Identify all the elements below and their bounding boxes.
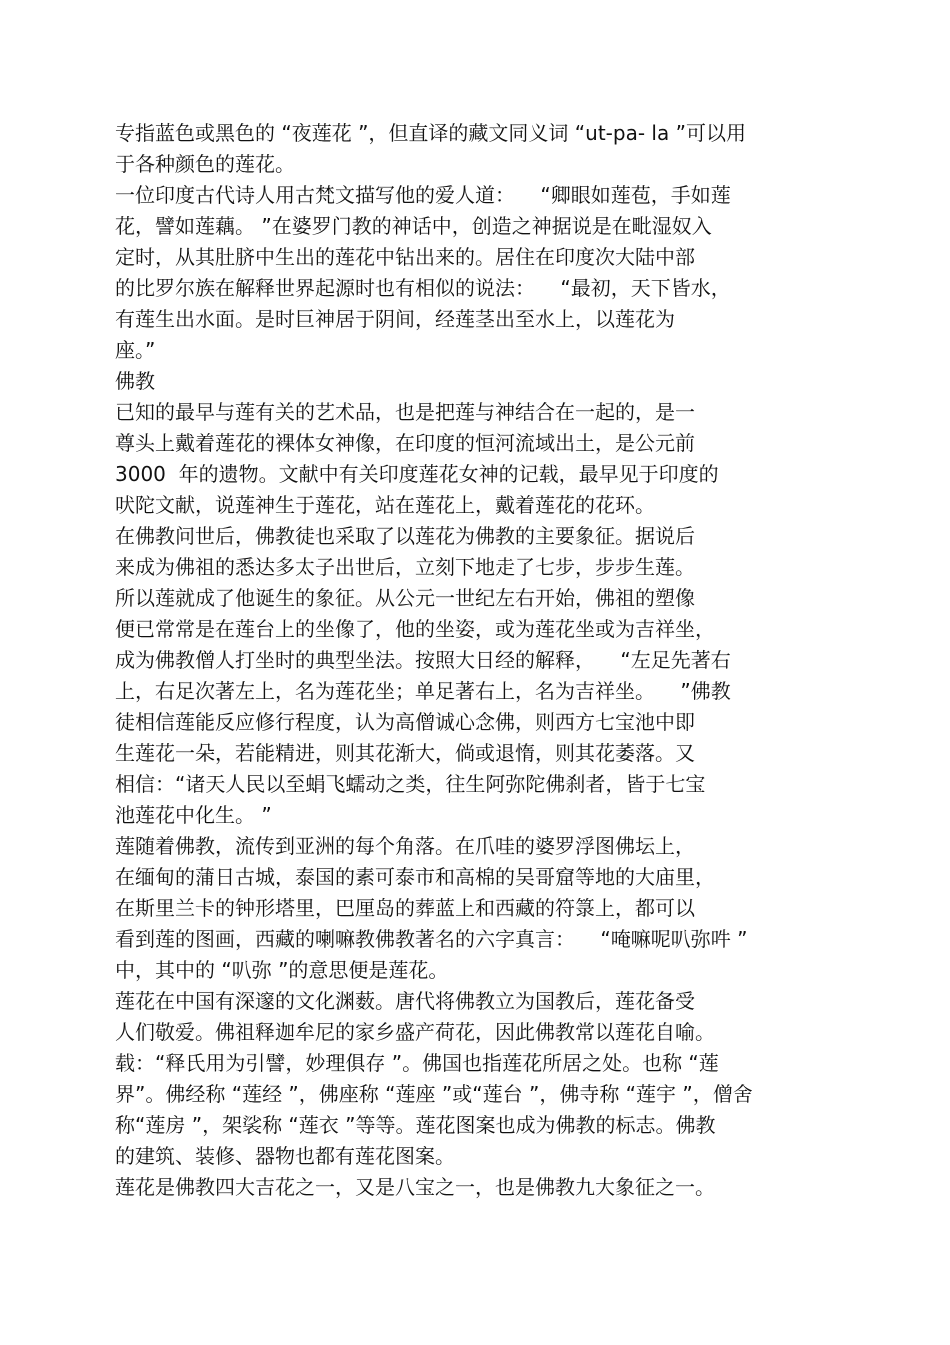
text-line: 吠陀文献，说莲神生于莲花，站在莲花上，戴着莲花的花环。 — [115, 493, 655, 517]
text-line: 所以莲就成了他诞生的象征。从公元一世纪左右开始，佛祖的塑像 — [115, 586, 695, 610]
text-line: 的比罗尔族在解释世界起源时也有相似的说法： “最初，天下皆水， — [115, 276, 731, 300]
text-line: 生莲花一朵，若能精进，则其花渐大，倘或退惰，则其花萎落。又 — [115, 741, 695, 765]
text-line: 在佛教问世后，佛教徒也采取了以莲花为佛教的主要象征。据说后 — [115, 524, 695, 548]
text-line: 花，譬如莲藕。 ”在婆罗门教的神话中，创造之神据说是在毗湿奴入 — [115, 214, 712, 238]
text-line: 尊头上戴着莲花的裸体女神像，在印度的恒河流域出土，是公元前 — [115, 431, 695, 455]
text-line: 座。” — [115, 338, 156, 362]
text-line: 莲随着佛教，流传到亚洲的每个角落。在爪哇的婆罗浮图佛坛上， — [115, 834, 695, 858]
text-line: 在斯里兰卡的钟形塔里，巴厘岛的葬蓝上和西藏的符箓上，都可以 — [115, 896, 695, 920]
text-line: 一位印度古代诗人用古梵文描写他的爱人道： “卿眼如莲苞，手如莲 — [115, 183, 731, 207]
text-line: 莲花在中国有深邃的文化渊薮。唐代将佛教立为国教后，莲花备受 — [115, 989, 695, 1013]
text-line: 来成为佛祖的悉达多太子出世后，立刻下地走了七步，步步生莲。 — [115, 555, 695, 579]
text-line: 莲花是佛教四大吉花之一，又是八宝之一，也是佛教九大象征之一。 — [115, 1175, 715, 1199]
text-line: 上，右足次著左上，名为莲花坐；单足著右上，名为吉祥坐。 ”佛教 — [115, 679, 731, 703]
text-line: 徒相信莲能反应修行程度，认为高僧诚心念佛，则西方七宝池中即 — [115, 710, 695, 734]
text-line: 看到莲的图画，西藏的喇嘛教佛教著名的六字真言： “唵嘛呢叭弥吽 ” — [115, 927, 748, 951]
text-line: 在缅甸的蒲日古城，泰国的素可泰市和高棉的吴哥窟等地的大庙里， — [115, 865, 715, 889]
text-line: 的建筑、装修、器物也都有莲花图案。 — [115, 1144, 455, 1168]
document-body — [115, 118, 835, 1203]
section-heading: 佛教 — [115, 369, 155, 393]
text-line: 3000 年的遗物。文献中有关印度莲花女神的记载，最早见于印度的 — [115, 462, 719, 486]
text-line: 相信：“诸天人民以至蜎飞蠕动之类，往生阿弥陀佛刹者，皆于七宝 — [115, 772, 706, 796]
text-line: 便已常常是在莲台上的坐像了，他的坐姿，或为莲花坐或为吉祥坐， — [115, 617, 715, 641]
text-line: 定时，从其肚脐中生出的莲花中钻出来的。居住在印度次大陆中部 — [115, 245, 695, 269]
text-line: 人们敬爱。佛祖释迦牟尼的家乡盛产荷花，因此佛教常以莲花自喻。 — [115, 1020, 715, 1044]
text-line: 中，其中的 “叭弥 ”的意思便是莲花。 — [115, 958, 449, 982]
text-line: 专指蓝色或黑色的 “夜莲花 ”，但直译的藏文同义词 “ut-pa- la ”可以用 — [115, 121, 746, 145]
text-line: 池莲花中化生。 ” — [115, 803, 272, 827]
text-line: 成为佛教僧人打坐时的典型坐法。按照大日经的解释， “左足先著右 — [115, 648, 731, 672]
text-line: 称“莲房 ”，架裟称 “莲衣 ”等等。莲花图案也成为佛教的标志。佛教 — [115, 1113, 716, 1137]
text-line: 于各种颜色的莲花。 — [115, 152, 295, 176]
text-line: 有莲生出水面。是时巨神居于阴间，经莲茎出至水上，以莲花为 — [115, 307, 675, 331]
text-line: 已知的最早与莲有关的艺术品，也是把莲与神结合在一起的，是一 — [115, 400, 695, 424]
text-line: 界”。佛经称 “莲经 ”，佛座称 “莲座 ”或“莲台 ”，佛寺称 “莲宇 ”，僧舍 — [115, 1082, 753, 1106]
text-line: 载：“释氏用为引譬，妙理俱存 ”。佛国也指莲花所居之处。也称 “莲 — [115, 1051, 719, 1075]
